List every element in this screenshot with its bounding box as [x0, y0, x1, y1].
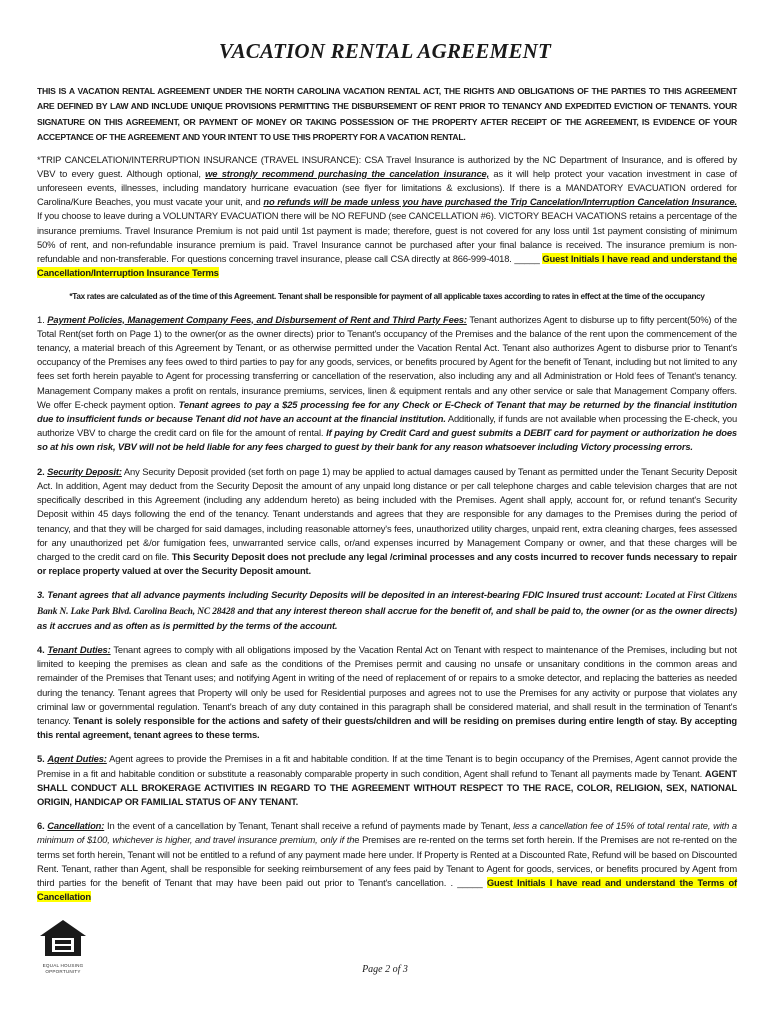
paragraph-text: Agent agrees to provide the Premises in a fit and habitable condition. If at the time Tenant is to begin occupancy of the Premises, Agent cannot provide the Premise in a fit and habitable condition or substitute a reasonably comparable property in such condition, Agent shall refund to Tenant all payments made by Tenant.: [37, 753, 738, 779]
paragraph-text: Located at First Citizens Bank N. Lake Park Blvd. Carolina Beach, NC 28428: [37, 591, 737, 617]
intro-notice: [37, 84, 737, 146]
section-1-payment-policies: [37, 313, 737, 455]
paragraph-text: *Tax rates are calculated as of the time of this Agreement. Tenant shall be responsible for payment of all applicable taxes according to rates in effect at the time of the occupancy: [69, 292, 705, 302]
section-heading: Security Deposit:: [47, 465, 122, 477]
paragraph-text: 5.: [37, 753, 48, 765]
section-2-security-deposit: [37, 465, 737, 579]
section-heading: no refunds will be made unless you have purchased the Trip Cancelation/Interruption Cancelation Insurance.: [263, 196, 737, 208]
paragraph-text: 3. Tenant agrees that all advance payments including Security Deposits will be deposited in an interest-bearing FDIC Insured trust account:: [37, 589, 646, 601]
paragraph-text: Tenant agrees to pay a $25 processing fee for any Check or E-Check of Tenant that may be returned by the financial institution due to insufficient funds or because Tenant did not have an account at the financial institution.: [37, 398, 737, 425]
paragraph-text: THIS IS A VACATION RENTAL AGREEMENT UNDER THE NORTH CAROLINA VACATION RENTAL ACT, THE RIGHTS AND OBLIGATIONS OF THE PARTIES TO THIS AGREEMENT ARE DEFINED BY LAW AND INCLUDE UNIQUE PROVISIONS PERMITTING THE DISBURSEMENT OF RENT PRIOR TO TENANCY AND EXPEDITED EVICTION OF TENANTS. YOUR SIGNATURE ON THIS AGREEMENT, OR PAYMENT OF MONEY OR TAKING POSSESSION OF THE PROPERTY AFTER RECEIPT OF THE AGREEMENT, IS EVIDENCE OF YOUR ACCEPTANCE OF THE AGREEMENT AND YOUR INTENT TO USE THIS PROPERTY FOR A VACATION RENTAL.: [37, 86, 737, 143]
travel-insurance: [37, 153, 737, 281]
section-heading: Cancellation:: [47, 820, 105, 832]
paragraph-text: 4.: [37, 643, 48, 655]
section-heading: Payment Policies, Management Company Fees, and Disbursement of Rent and Third Party Fees:: [47, 313, 467, 325]
paragraph-text: If you choose to leave during a VOLUNTARY EVACUATION there will be NO REFUND (see CANCELLATION #6). VICTORY BEACH VACATIONS retains a percentage of the insurance premiums. Travel Insurance Premium is not paid until 1st payment is made; therefore, guest is not covered for any loss until 1st payment consisting of minimum 50% of rent, and non-refundable insurance premium is paid. Travel Insurance cannot be purchased after your final balance is received. The insurance premium is non-refundable and non-transferable. For questions concerning travel insurance, please call CSA directly at 866-999-4018. _____: [37, 210, 737, 265]
paragraph-text: 6.: [37, 820, 48, 832]
section-heading: Agent Duties:: [47, 753, 107, 765]
paragraph-text: If paying by Credit Card and guest submits a DEBIT card for payment or authorization he does so at his own risk, VBV will not be held liable for any fees charged to guest by their bank for any reason whatsoever including Victory processing errors.: [37, 427, 737, 453]
section-3-trust-account: [37, 588, 737, 633]
section-heading: Tenant Duties:: [47, 643, 111, 655]
guest-initials-highlight: Guest Initials I have read and understand the Cancellation/Interruption Insurance Terms: [37, 253, 737, 279]
paragraph-text: 1.: [37, 313, 48, 325]
paragraph-text: Tenant agrees to comply with all obligations imposed by the Vacation Rental Act on Tenant with respect to maintenance of the Premises, including but not limited to keeping the premises as clean and safe as the conditions of the Premises permit and causing no unsafe or unsanitary conditions in the common areas and remainder of the Premises that Tenant uses; and notifying Agent in writing of the need of replacement of or repairs to a smoke detector, and replacing the batteries as needed during the tenancy. Tenant agrees that Property will only be used for Residential purposes and agrees not to use the Premises for any activity or purpose that violates any criminal law or governmental regulation. Tenant's breach of any duty contained in this paragraph shall be considered material, and shall result in the termination of Tenant's tenancy.: [37, 643, 737, 726]
paragraph-text: e Premises are re-rented on the terms set forth herein. If the Premises are not re-rented on the terms set forth herein, Tenant will not be entitled to a refund of any payment made here under. If Property is Rented at a Discounted Rate, Refund will be based on Discounted Rent. Tenant, rather than Agent, shall be responsible for seeking reimbursement of any fees paid by Tenant to Agent for goods, services, or benefits procured by Agent from third parties for the benefit of Tenant that may have been paid out prior to Tenant's cancellation. . _____: [37, 834, 737, 888]
paragraph-text: Additionally, if funds are not available when processing the E-check, you authorize VBV to charge the credit card on file for the amount of rental.: [37, 413, 738, 439]
agreement-body: [37, 84, 737, 904]
page-number: Page 2 of 3: [362, 964, 408, 976]
section-4-tenant-duties: [37, 643, 737, 742]
section-6-cancellation: [37, 819, 737, 904]
paragraph-text: Tenant is solely responsible for the actions and safety of their guests/children and will be residing on premises during entire length of stay. By accepting this rental agreement, tenant agrees to these terms.: [37, 714, 737, 741]
paragraph-text: This Security Deposit does not preclude any legal /criminal processes and any costs incurred to recover funds necessary to repair or replace property valued at over the Security Deposit amount.: [37, 550, 737, 577]
equal-housing-icon: [38, 918, 88, 958]
section-5-agent-duties: [37, 752, 737, 809]
page-footer: [38, 918, 738, 988]
paragraph-text: less a cancellation fee of 15% of total rental rate, with a minimum of $100, whichever is higher, and travel insurance premium, only if th: [37, 820, 737, 846]
paragraph-text: Tenant authorizes Agent to disburse up to fifty percent(50%) of the Total Rent(set forth on Page 1) to the owner(or as the owner directs) prior to Tenant's occupancy of the Premises and the balance of the rent upon the commencement of the tenancy, a material breach of this Agreement by Tenant, or as otherwise permitted under the Vacation Rental Act. Tenant also authorizes Agent to disburse prior to Tenant's occupancy of the Premises any fees owed to third parties to pay for any goods, services, or benefits procured by Agent for the benefit of Tenant, including but not limited to any fees set forth herein payable to Agent for processing transferring or cancellation of the reservation, also including any and all Administration or Hold fees of Tenant's tenancy. Management Company makes a profit on rentals, insurance premiums, services, linen & equipment rentals and any other service or sale that Management Company offers. We offer E-check payment option.: [37, 313, 737, 410]
paragraph-text: 2.: [37, 465, 48, 477]
logo-caption-2: OPPORTUNITY: [45, 968, 81, 974]
paragraph-text: Any Security Deposit provided (set forth on page 1) may be applied to actual damages caused by Tenant as permitted under the Tenant Security Deposit Act. In addition, Agent may deduct from the Security Deposit the amount of any unpaid long distance or per call telephone charges and cable television charges that are not specifically described in this Agreement (including any addendum hereto) as being included with the Premises. Agent shall apply, account for, or refund tenant's Security Deposit within 45 days following the end of the tenancy. Tenant understands and agrees that they are responsible for any damages to the Premises during the period of tenancy, and that they will be charged for said damages, including reasonable attorney's fees, unauthorized utility charges, unpaid rent, extra cleaning charges, fees assessed for any unauthorized pet &/or fumigation fees, unwarranted service calls, or/and expenses incurred by Management Company or owner, and that these charges will be charged to the credit card on file.: [37, 465, 737, 562]
paragraph-text: and that any interest thereon shall accrue for the benefit of, and shall be paid to, the owner (or as the owner directs) as it accrues and as often as is permitted by the terms of the account.: [37, 604, 737, 631]
paragraph-text: *TRIP CANCELATION/INTERRUPTION INSURANCE (TRAVEL INSURANCE): CSA Travel Insurance is authorized by the NC Department of Insurance, and is offered by VBV to every guest. Although optional,: [37, 153, 737, 179]
logo-caption-1: EQUAL HOUSING: [42, 963, 84, 969]
paragraph-text: as it will help protect your vacation investment in case of unforeseen events, illnesses, including mandatory hurricane evacuation (see flyer for limitations & exclusions). If there is a MANDATORY EVACUATION ordered for Carolina/Kure Beaches, you must vacate your unit, and: [37, 167, 737, 208]
section-heading: we strongly recommend purchasing the cancelation insurance,: [205, 167, 490, 179]
document-title: VACATION RENTAL AGREEMENT: [218, 39, 552, 63]
paragraph-text: In the event of a cancellation by Tenant, Tenant shall receive a refund of payments made by Tenant,: [104, 820, 514, 832]
paragraph-text: AGENT SHALL CONDUCT ALL BROKERAGE ACTIVITIES IN REGARD TO THE AGREEMENT WITHOUT RESPECT TO THE RACE, COLOR, RELIGION, SEX, NATIONAL ORIGIN, HANDICAP OR FAMILIAL STATUS OF ANY TENANT.: [37, 767, 737, 807]
guest-initials-highlight: Guest Initials I have read and understand the Terms of Cancellation: [37, 876, 737, 903]
tax-note: [37, 290, 737, 304]
